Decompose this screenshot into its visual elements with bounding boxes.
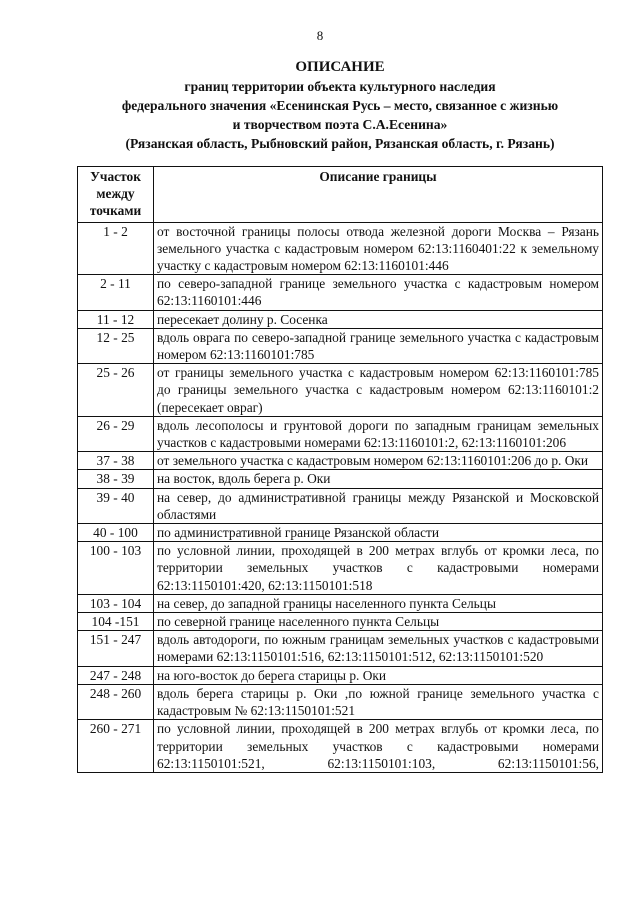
table-header-row [78, 167, 603, 223]
description-cell: вдоль автодороги, по южным границам земельных участков с кадастровыми номерами 62:13:1150101:516, 62:13:1150101:512, 62:13:1150101:520 [154, 631, 603, 666]
description-cell: по административной границе Рязанской области [154, 524, 603, 542]
table-row [78, 631, 603, 666]
description-cell: на север, до административной границы между Рязанской и Московской областями [154, 488, 603, 523]
table-row [78, 488, 603, 523]
table-row [78, 310, 603, 328]
table-row [78, 452, 603, 470]
description-cell: вдоль берега старицы р. Оки ,по южной границе земельного участка с кадастровым № 62:13:1150101:521 [154, 684, 603, 719]
table-row [78, 666, 603, 684]
document-title: ОПИСАНИЕ [295, 59, 385, 75]
segment-cell: 248 - 260 [78, 684, 154, 719]
segment-cell: 247 - 248 [78, 666, 154, 684]
description-cell: по условной линии, проходящей в 200 метрах вглубь от кромки леса, по территории земельных участков с кадастровыми номерами 62:13:1150101:521, 62:13:1150101:103, 62:13:1150101:56, [154, 720, 603, 773]
heading-line-3: федерального значения «Есенинская Русь – место, связанное с жизнью [121, 98, 559, 113]
segment-cell: 40 - 100 [78, 524, 154, 542]
table-row [78, 684, 603, 719]
description-cell: вдоль лесополосы и грунтовой дороги по западным границам земельных участков с кадастровыми номерами 62:13:1160101:2, 62:13:1160101:206 [154, 416, 603, 451]
description-cell: по условной линии, проходящей в 200 метрах вглубь от кромки леса, по территории земельных участков с кадастровыми номерами 62:13:1150101:420, 62:13:1150101:518 [154, 542, 603, 595]
heading-line-5: (Рязанская область, Рыбновский район, Рязанская область, г. Рязань) [125, 136, 555, 151]
description-cell: на юго-восток до берега старицы р. Оки [154, 666, 603, 684]
segment-cell: 26 - 29 [78, 416, 154, 451]
segment-cell: 100 - 103 [78, 542, 154, 595]
table-row [78, 275, 603, 310]
heading-line-2: границ территории объекта культурного наследия [184, 79, 496, 94]
segment-cell: 260 - 271 [78, 720, 154, 773]
segment-cell: 25 - 26 [78, 364, 154, 417]
table-row [78, 328, 603, 363]
table-row [78, 524, 603, 542]
segment-cell: 2 - 11 [78, 275, 154, 310]
table-row [78, 594, 603, 612]
document-heading [40, 58, 640, 153]
table-row [78, 613, 603, 631]
table-row [78, 542, 603, 595]
boundary-table [77, 166, 603, 773]
segment-cell: 104 -151 [78, 613, 154, 631]
segment-cell: 39 - 40 [78, 488, 154, 523]
segment-cell: 12 - 25 [78, 328, 154, 363]
table-row [78, 720, 603, 773]
description-cell: от границы земельного участка с кадастровым номером 62:13:1160101:785 до границы земельного участка с кадастровым номером 62:13:1160101:2 (пересекает овраг) [154, 364, 603, 417]
segment-cell: 1 - 2 [78, 222, 154, 275]
segment-cell: 103 - 104 [78, 594, 154, 612]
header-segment: Участок между точками [78, 167, 154, 223]
table-row [78, 416, 603, 451]
table-row [78, 470, 603, 488]
table-row [78, 222, 603, 275]
heading-line-4: и творчеством поэта С.А.Есенина» [232, 117, 448, 132]
description-cell: на восток, вдоль берега р. Оки [154, 470, 603, 488]
description-cell: по северо-западной границе земельного участка с кадастровым номером 62:13:1160101:446 [154, 275, 603, 310]
segment-cell: 151 - 247 [78, 631, 154, 666]
segment-cell: 11 - 12 [78, 310, 154, 328]
description-cell: на север, до западной границы населенного пункта Сельцы [154, 594, 603, 612]
description-cell: пересекает долину р. Сосенка [154, 310, 603, 328]
description-cell: от восточной границы полосы отвода железной дороги Москва – Рязань земельного участка с кадастровым номером 62:13:1160401:22 к земельному участку с кадастровым номером 62:13:1160101:446 [154, 222, 603, 275]
segment-cell: 38 - 39 [78, 470, 154, 488]
table-row [78, 364, 603, 417]
segment-cell: 37 - 38 [78, 452, 154, 470]
page-number: 8 [316, 28, 324, 43]
description-cell: вдоль оврага по северо-западной границе земельного участка с кадастровым номером 62:13:1160101:785 [154, 328, 603, 363]
header-description: Описание границы [154, 167, 603, 223]
description-cell: по северной границе населенного пункта Сельцы [154, 613, 603, 631]
description-cell: от земельного участка с кадастровым номером 62:13:1160101:206 до р. Оки [154, 452, 603, 470]
